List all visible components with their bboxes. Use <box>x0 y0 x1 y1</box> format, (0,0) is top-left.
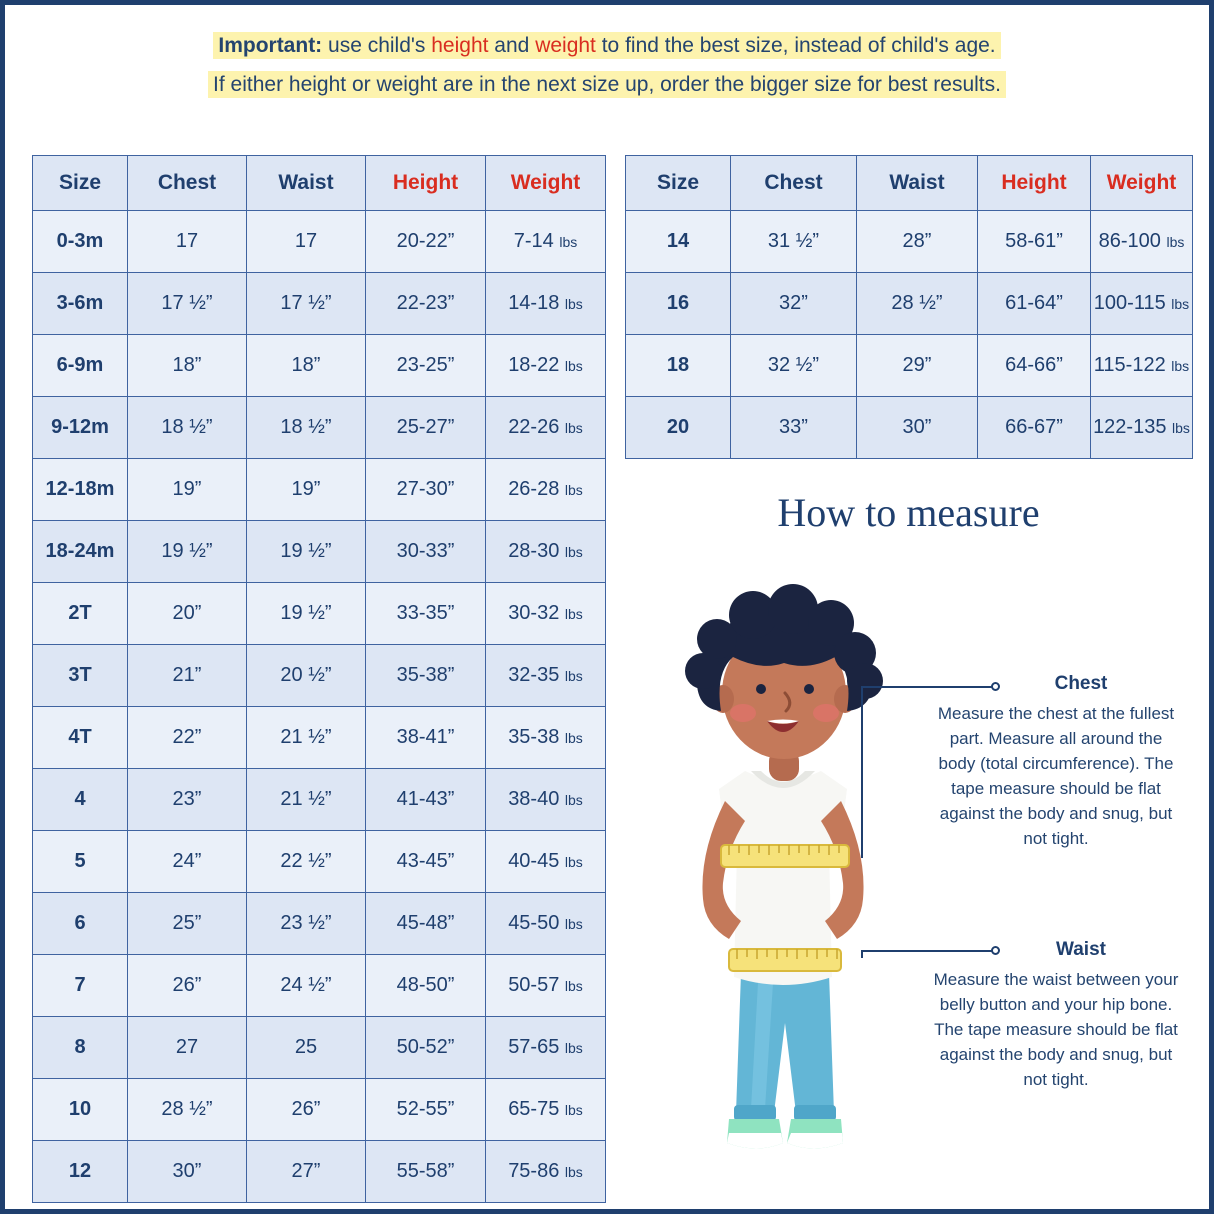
cell-size: 7 <box>33 955 128 1017</box>
how-to-measure-title: How to measure <box>777 490 1040 535</box>
notice-weight-word: weight <box>535 34 596 57</box>
cell-size: 0-3m <box>33 211 128 273</box>
cell-chest: 33” <box>731 397 857 459</box>
notice-text-a: use child's <box>322 34 432 57</box>
cell-weight: 100-115 lbs <box>1091 273 1193 335</box>
cell-height: 52-55” <box>366 1079 486 1141</box>
chest-leader-vertical <box>861 686 863 858</box>
table-body-right <box>626 211 1193 459</box>
cell-size: 12 <box>33 1141 128 1203</box>
table-row <box>33 211 606 273</box>
chest-tape-measure <box>721 845 849 867</box>
table-row <box>33 831 606 893</box>
cell-size: 20 <box>626 397 731 459</box>
cell-waist: 20 ½” <box>247 645 366 707</box>
cell-height: 66-67” <box>978 397 1091 459</box>
cell-chest: 18” <box>128 335 247 397</box>
cell-weight: 7-14 lbs <box>486 211 606 273</box>
cell-chest: 27 <box>128 1017 247 1079</box>
cell-weight: 30-32 lbs <box>486 583 606 645</box>
cell-weight: 14-18 lbs <box>486 273 606 335</box>
cell-chest: 31 ½” <box>731 211 857 273</box>
cell-chest: 26” <box>128 955 247 1017</box>
cell-waist: 18 ½” <box>247 397 366 459</box>
cell-chest: 17 ½” <box>128 273 247 335</box>
cell-chest: 22” <box>128 707 247 769</box>
waist-callout-title: Waist <box>1056 939 1106 960</box>
table-row <box>33 1079 606 1141</box>
cell-weight: 122-135 lbs <box>1091 397 1193 459</box>
cell-height: 33-35” <box>366 583 486 645</box>
cell-chest: 30” <box>128 1141 247 1203</box>
notice-text-b: and <box>488 34 536 57</box>
cell-waist: 25 <box>247 1017 366 1079</box>
cell-size: 3-6m <box>33 273 128 335</box>
cell-waist: 19 ½” <box>247 583 366 645</box>
cell-size: 18-24m <box>33 521 128 583</box>
cell-waist: 27” <box>247 1141 366 1203</box>
table-header-row-left <box>33 156 606 211</box>
cell-chest: 19 ½” <box>128 521 247 583</box>
cell-weight: 57-65 lbs <box>486 1017 606 1079</box>
table-row <box>626 335 1193 397</box>
column-header-chest: Chest <box>731 156 857 211</box>
cell-waist: 21 ½” <box>247 769 366 831</box>
cell-size: 12-18m <box>33 459 128 521</box>
cell-weight: 22-26 lbs <box>486 397 606 459</box>
cell-weight: 75-86 lbs <box>486 1141 606 1203</box>
column-header-height: Height <box>366 156 486 211</box>
table-row <box>33 707 606 769</box>
cell-weight: 40-45 lbs <box>486 831 606 893</box>
chest-callout <box>930 673 1182 851</box>
cell-height: 48-50” <box>366 955 486 1017</box>
cell-chest: 25” <box>128 893 247 955</box>
cell-weight: 50-57 lbs <box>486 955 606 1017</box>
table-row <box>33 645 606 707</box>
cell-size: 4 <box>33 769 128 831</box>
column-header-chest: Chest <box>128 156 247 211</box>
cell-chest: 21” <box>128 645 247 707</box>
table-row <box>33 769 606 831</box>
cell-height: 50-52” <box>366 1017 486 1079</box>
cell-size: 6-9m <box>33 335 128 397</box>
table-row <box>33 521 606 583</box>
table-row <box>33 955 606 1017</box>
cell-waist: 19” <box>247 459 366 521</box>
cell-size: 9-12m <box>33 397 128 459</box>
table-row <box>626 273 1193 335</box>
column-header-size: Size <box>626 156 731 211</box>
cell-waist: 19 ½” <box>247 521 366 583</box>
cell-weight: 18-22 lbs <box>486 335 606 397</box>
column-header-weight: Weight <box>486 156 606 211</box>
cell-height: 35-38” <box>366 645 486 707</box>
cell-chest: 28 ½” <box>128 1079 247 1141</box>
cell-height: 41-43” <box>366 769 486 831</box>
cell-weight: 35-38 lbs <box>486 707 606 769</box>
cell-chest: 19” <box>128 459 247 521</box>
cell-height: 64-66” <box>978 335 1091 397</box>
table-row <box>33 397 606 459</box>
size-table-infant-to-12 <box>32 155 606 1203</box>
size-table-14-to-20 <box>625 155 1193 459</box>
cell-height: 20-22” <box>366 211 486 273</box>
cell-chest: 18 ½” <box>128 397 247 459</box>
cell-height: 30-33” <box>366 521 486 583</box>
cell-waist: 22 ½” <box>247 831 366 893</box>
notice-important-label: Important: <box>218 34 323 57</box>
cell-weight: 38-40 lbs <box>486 769 606 831</box>
child-illustration <box>633 553 933 1193</box>
cell-waist: 17 ½” <box>247 273 366 335</box>
table-header-row-right <box>626 156 1193 211</box>
cell-waist: 30” <box>857 397 978 459</box>
cell-waist: 28” <box>857 211 978 273</box>
cell-chest: 20” <box>128 583 247 645</box>
cell-chest: 32 ½” <box>731 335 857 397</box>
cell-height: 22-23” <box>366 273 486 335</box>
chest-callout-title: Chest <box>1054 673 1108 694</box>
cell-weight: 28-30 lbs <box>486 521 606 583</box>
cell-size: 6 <box>33 893 128 955</box>
column-header-size: Size <box>33 156 128 211</box>
cell-weight: 32-35 lbs <box>486 645 606 707</box>
cell-size: 4T <box>33 707 128 769</box>
cell-chest: 17 <box>128 211 247 273</box>
table-row <box>33 273 606 335</box>
column-header-weight: Weight <box>1091 156 1193 211</box>
cell-height: 45-48” <box>366 893 486 955</box>
cell-height: 55-58” <box>366 1141 486 1203</box>
cell-waist: 28 ½” <box>857 273 978 335</box>
cell-chest: 23” <box>128 769 247 831</box>
cell-weight: 65-75 lbs <box>486 1079 606 1141</box>
cell-waist: 23 ½” <box>247 893 366 955</box>
cell-height: 25-27” <box>366 397 486 459</box>
waist-callout <box>930 939 1182 1092</box>
table-body-left <box>33 211 606 1203</box>
cell-weight: 45-50 lbs <box>486 893 606 955</box>
notice-line-2-text: If either height or weight are in the next size up, order the bigger size for best results. <box>208 71 1006 98</box>
cell-size: 10 <box>33 1079 128 1141</box>
cell-size: 14 <box>626 211 731 273</box>
cell-size: 18 <box>626 335 731 397</box>
cell-size: 8 <box>33 1017 128 1079</box>
table-row <box>33 893 606 955</box>
cell-height: 27-30” <box>366 459 486 521</box>
cell-size: 16 <box>626 273 731 335</box>
cell-height: 43-45” <box>366 831 486 893</box>
column-header-height: Height <box>978 156 1091 211</box>
cell-height: 61-64” <box>978 273 1091 335</box>
cell-weight: 86-100 lbs <box>1091 211 1193 273</box>
table-row <box>33 1141 606 1203</box>
table-row <box>33 459 606 521</box>
cell-height: 23-25” <box>366 335 486 397</box>
notice-height-word: height <box>431 34 489 57</box>
cell-size: 2T <box>33 583 128 645</box>
notice-line-2 <box>5 70 1209 100</box>
table-row <box>626 397 1193 459</box>
table-row <box>626 211 1193 273</box>
table-row <box>33 1017 606 1079</box>
cell-waist: 24 ½” <box>247 955 366 1017</box>
cell-weight: 26-28 lbs <box>486 459 606 521</box>
cell-waist: 21 ½” <box>247 707 366 769</box>
table-row <box>33 583 606 645</box>
column-header-waist: Waist <box>857 156 978 211</box>
cell-chest: 32” <box>731 273 857 335</box>
cell-weight: 115-122 lbs <box>1091 335 1193 397</box>
cell-waist: 29” <box>857 335 978 397</box>
table-row <box>33 335 606 397</box>
cell-size: 5 <box>33 831 128 893</box>
cell-height: 38-41” <box>366 707 486 769</box>
chest-callout-text: Measure the chest at the fullest part. Measure all around the body (total circumference). The tape measure should be flat against the body and snug, but not tight. <box>937 704 1175 848</box>
cell-size: 3T <box>33 645 128 707</box>
column-header-waist: Waist <box>247 156 366 211</box>
cell-waist: 18” <box>247 335 366 397</box>
notice-line-1 <box>5 31 1209 61</box>
cell-waist: 26” <box>247 1079 366 1141</box>
waist-callout-text: Measure the waist between your belly button and your hip bone. The tape measure should be flat against the body and snug, but not tight. <box>933 970 1179 1089</box>
cell-waist: 17 <box>247 211 366 273</box>
cell-height: 58-61” <box>978 211 1091 273</box>
notice-text-c: to find the best size, instead of child's age. <box>595 34 996 57</box>
waist-tape-measure <box>729 949 841 971</box>
cell-chest: 24” <box>128 831 247 893</box>
important-notice <box>5 31 1209 109</box>
